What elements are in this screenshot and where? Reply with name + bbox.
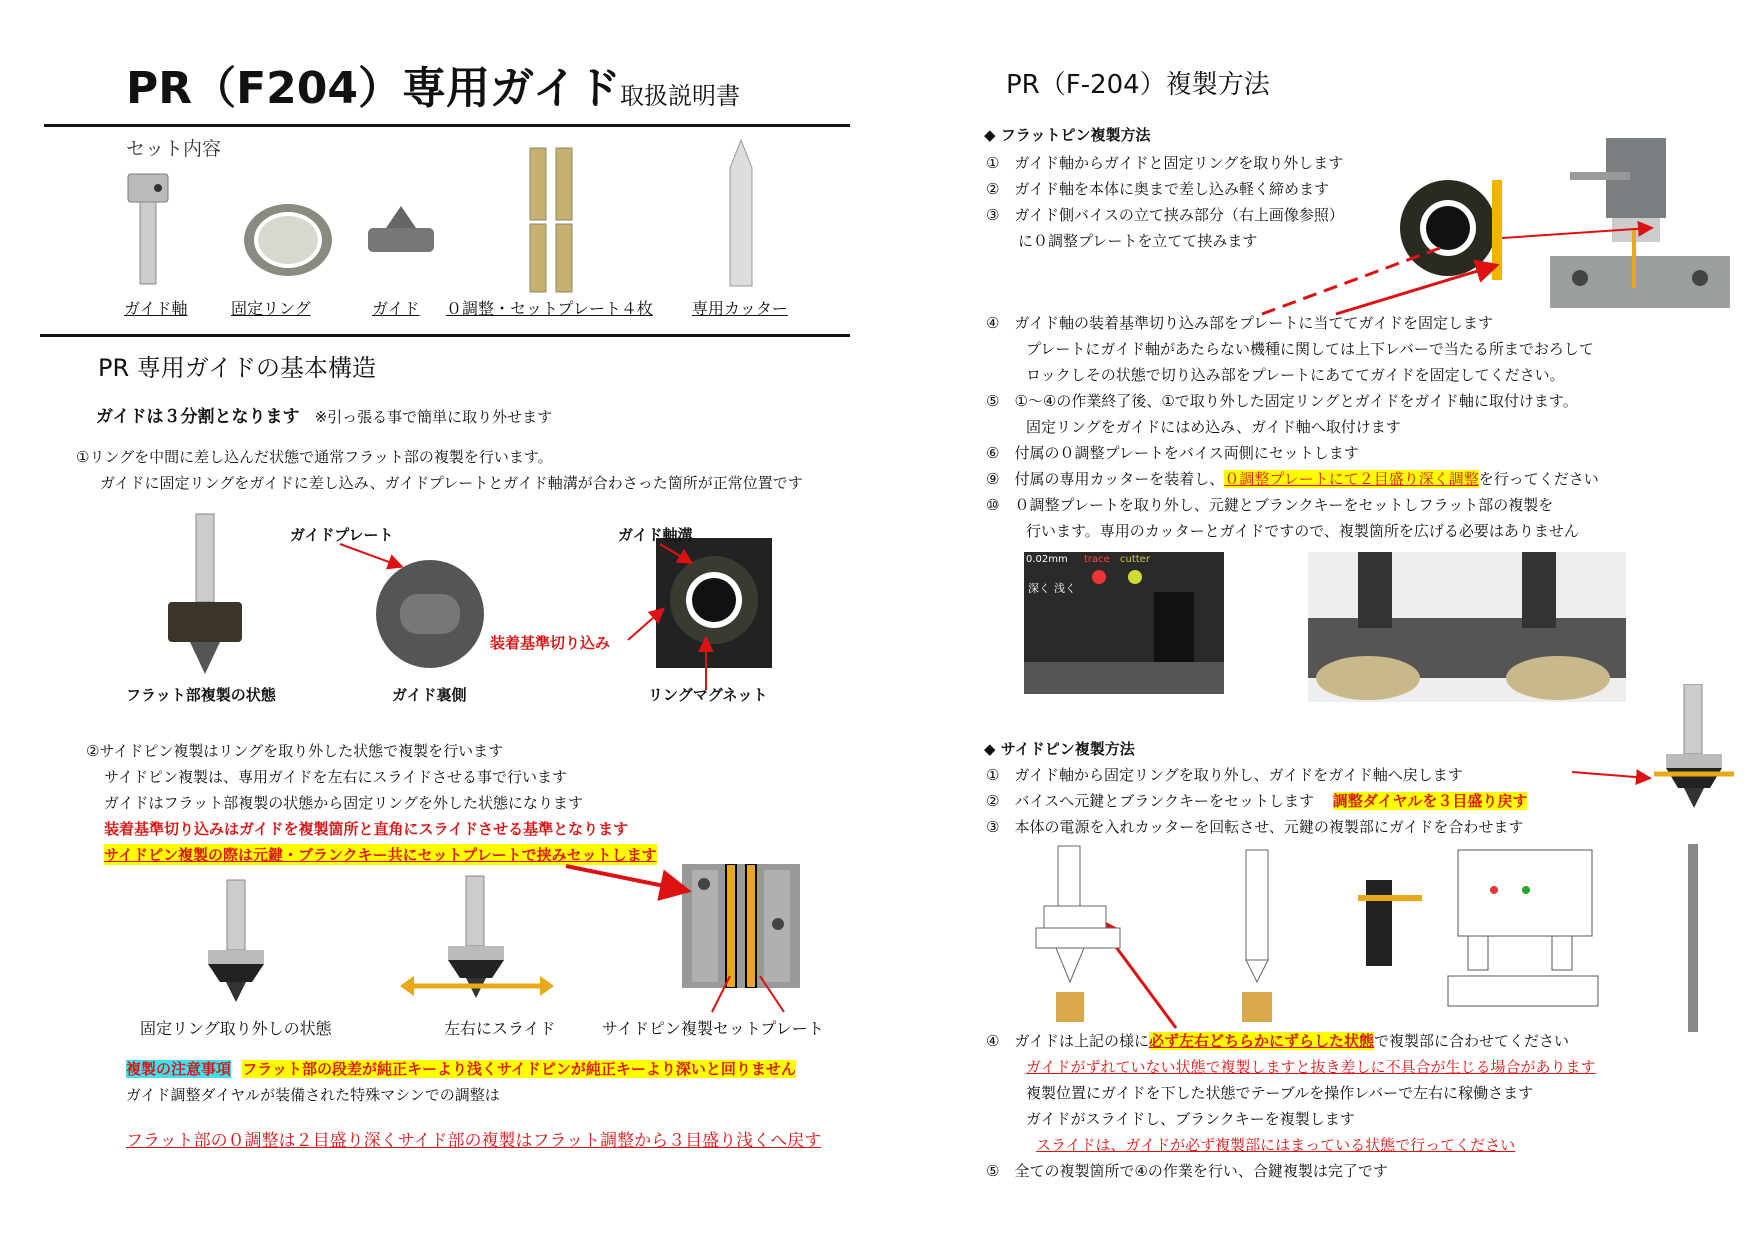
step1-line2: ガイドに固定リングをガイドに差し込み、ガイドプレートとガイド軸溝が合わさった箇所が正常位置です [100,474,803,492]
dial-note: ガイド調整ダイヤルが装備された特殊マシンでの調整は [126,1086,500,1104]
flat-step-3b: に０調整プレートを立てて挟みます [1018,232,1258,250]
step2-red: 装着基準切り込みはガイドを複製箇所と直角にスライドさせる基準となります [104,820,629,838]
flat-step-4: ④ ガイド軸の装着基準切り込み部をプレートに当ててガイドを固定します [986,314,1493,332]
side-step-4-d: ガイドがスライドし、ブランクキーを複製します [1026,1110,1355,1128]
fig-label-groove: ガイド軸溝 [618,526,693,544]
fig-cap-flat: フラット部複製の状態 [126,686,276,704]
flat-heading: ◆ フラットピン複製方法 [984,126,1151,144]
flat-step-9-b: を行ってください [1478,470,1599,488]
side-step-2-text: ② バイスへ元鍵とブランクキーをセットします [986,792,1314,810]
cutter-diagram [1232,846,1282,1022]
item-label-ring: 固定リング [231,299,311,318]
side-step-4-c: 複製位置にガイドを下した状態でテーブルを操作レバーで左右に稼働さます [1026,1084,1534,1102]
fig-cap-magnet: リングマグネット [648,686,768,704]
panel-text-deep: 深く [1028,582,1050,595]
flat-step-4c: ロックしその状態で切り込み部をプレートにあててガイドを固定してください。 [1026,366,1565,384]
side-step-2-highlight: 調整ダイヤルを３目盛り戻す [1332,792,1528,810]
machine-diagram [1358,846,1626,1026]
page-subtitle: 取扱説明書 [620,82,740,110]
split-note-text: ※引っ張る事で簡単に取り外せます [314,408,553,426]
fig-label-plate: ガイドプレート [290,526,394,544]
flat-step-6: ⑥ 付属の０調整プレートをバイス両側にセットします [986,444,1359,462]
panel-text-trace: trace [1084,554,1110,565]
fig2-cap3: サイドピン複製セットプレート [602,1019,824,1038]
panel-text-cutter: cutter [1120,554,1150,565]
step2-line2: サイドピン複製は、専用ガイドを左右にスライドさせる事で行います [104,768,568,786]
right-page-title: PR（F-204）複製方法 [1006,70,1270,100]
side-heading: ◆ サイドピン複製方法 [984,740,1135,758]
flat-step-5b: 固定リングをガイドにはめ込み、ガイド軸へ取付けます [1026,418,1401,436]
flat-step-10b: 行います。専用のカッターとガイドですので、複製箇所を広げる必要はありません [1026,522,1579,540]
side-step-3: ③ 本体の電源を入れカッターを回転させ、元鍵の複製部にガイドを合わせます [986,818,1524,836]
fig-cap-back: ガイド裏側 [392,686,467,704]
flat-step-9-a: ⑨ 付属の専用カッターを装着し、 [986,470,1225,488]
flat-step-4b: プレートにガイド軸があたらない機種に関しては上下レバーで当たる所までおろして [1026,340,1594,358]
side-step-4-highlight: 必ず左右どちらかにずらした状態 [1149,1032,1375,1050]
flat-step-10: ⑩ ０調整プレートを取り外し、元鍵とブランクキーをセットしフラット部の複製を [986,496,1554,514]
item-label-shaft: ガイド軸 [124,299,188,318]
side-step-5: ⑤ 全ての複製箇所で④の作業を行い、合鍵複製は完了です [986,1162,1388,1180]
item-label-guide: ガイド [372,299,420,318]
item-label-plate: ０調整・セットプレート４枚 [446,299,653,318]
side-step-1: ① ガイド軸から固定リングを取り外し、ガイドをガイド軸へ戻します [986,766,1463,784]
flat-step-5: ⑤ ①～④の作業終了後、①で取り外した固定リングとガイドをガイド軸に取付けます。 [986,392,1578,410]
fig-label-cut: 装着基準切り込み [490,634,611,652]
dial-red-note: フラット部の０調整は２目盛り深くサイド部の複製はフラット調整から３目盛り浅くへ戻す [126,1131,822,1151]
step2-line1: ②サイドピン複製はリングを取り外した状態で複製を行います [86,742,504,760]
fig2-cap1: 固定リング取り外しの状態 [140,1019,332,1038]
flat-step-9-highlight: ０調整プレートにて２目盛り深く調整 [1224,470,1479,488]
caution-text: フラット部の段差が純正キーより浅くサイドピンが純正キーより深いと回りません [242,1060,796,1078]
set-heading: セット内容 [126,138,222,160]
flat-step-2: ② ガイド軸を本体に奥まで差し込み軽く締めます [986,180,1329,198]
step2-yellow: サイドピン複製の際は元鍵・ブランクキー共にセットプレートで挟みセットします [104,846,657,864]
item-label-cutter: 専用カッター [692,299,788,318]
caution-label: 複製の注意事項 [126,1060,232,1078]
page-title: PR（F204）専用ガイド [126,63,621,114]
side-step-4-red2: スライドは、ガイドが必ず複製部にはまっている状態で行ってください [1036,1136,1516,1154]
panel-text-shallow: 浅く [1054,582,1076,595]
step2-line3: ガイドはフラット部複製の状態から固定リングを外した状態になります [104,794,583,812]
side-step-4-b: で複製部に合わせてください [1374,1032,1570,1050]
flat-step-3: ③ ガイド側バイスの立て挟み部分（右上画像参照） [986,206,1344,224]
structure-heading: PR 専用ガイドの基本構造 [98,354,377,382]
step1-line1: ①リングを中間に差し込んだ状態で通常フラット部の複製を行います。 [76,448,553,466]
flat-step-1: ① ガイド軸からガイドと固定リングを取り外します [986,154,1344,172]
side-step-4-red: ガイドがずれていない状態で複製しますと抜き差しに不具合が生じる場合があります [1026,1058,1596,1076]
side-step-4-a: ④ ガイドは上記の様に [986,1032,1149,1050]
panel-text-mm: 0.02mm [1026,554,1068,565]
fig2-cap2: 左右にスライド [444,1019,556,1038]
guide-offset-diagram [1030,842,1140,1024]
split-note-bold: ガイドは３分割となります [96,407,300,427]
side-step-4 [986,1030,1569,1051]
